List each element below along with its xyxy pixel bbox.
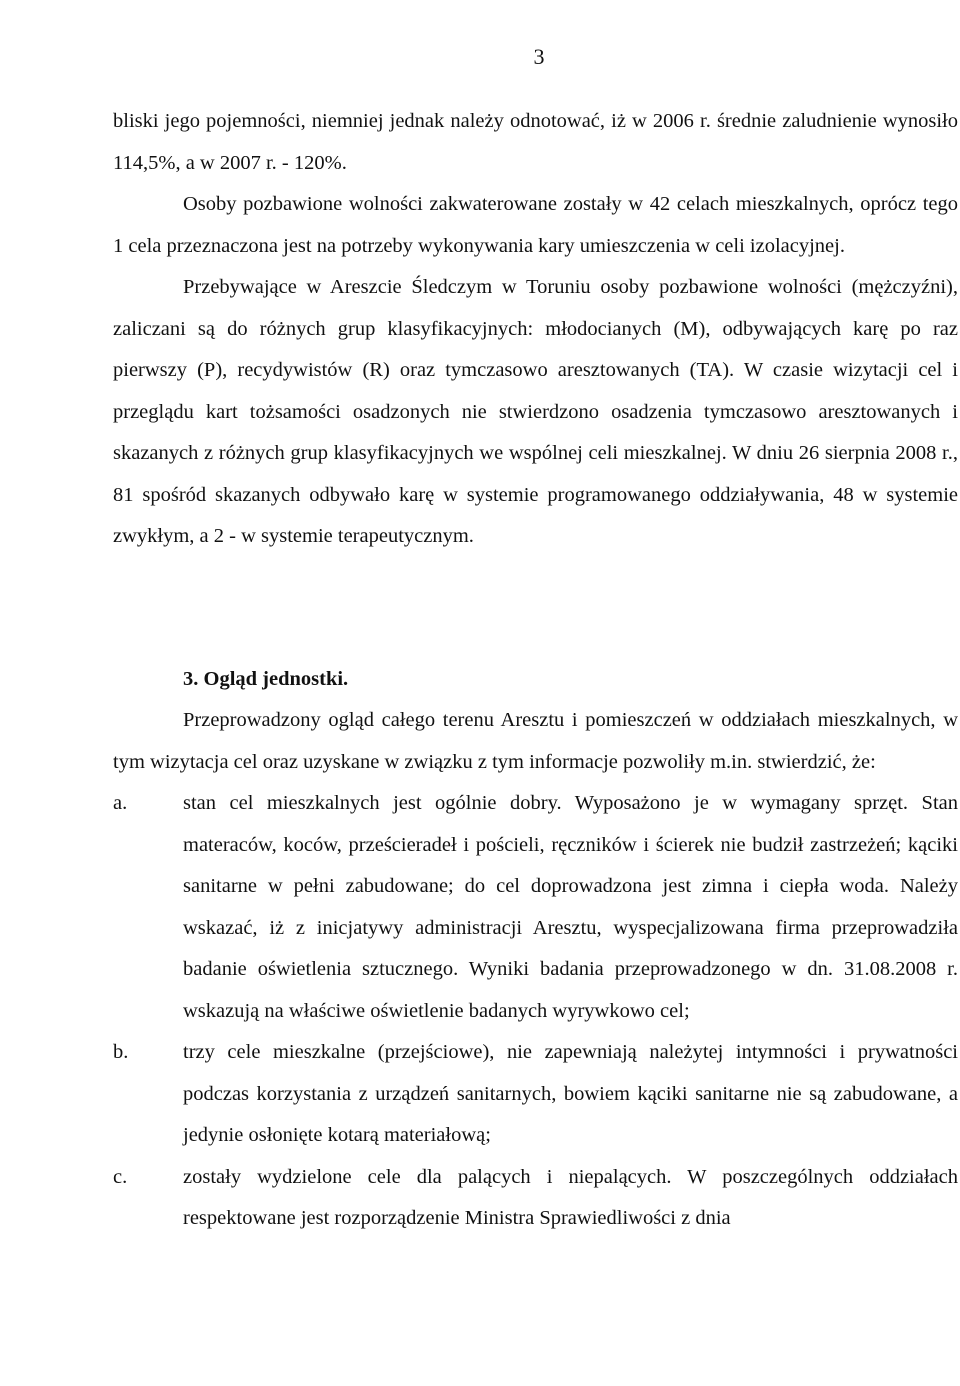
list-marker: c. xyxy=(113,1165,128,1188)
list-item-text: trzy cele mieszkalne (przejściowe), nie zapewniają należytej intymności i prywatności podczas korzystania z urządzeń sanitarnych, bowiem kąciki sanitarne nie są zabudowane, a jedynie osłonięte kotarą materiałową; xyxy=(183,1041,958,1146)
section-heading: 3. Ogląd jednostki. xyxy=(183,667,349,690)
document-body xyxy=(113,101,958,1240)
list-item-text: stan cel mieszkalnych jest ogólnie dobry. Wyposażono je w wymagany sprzęt. Stan materaców, koców, prześcieradeł i pościeli, ręczników i ścierek nie budził zastrzeżeń; kąciki sanitarne w pełni zabudowane; do cel doprowadzona jest zimna i ciepła woda. Należy wskazać, iż z inicjatywy administracji Aresztu, wyspecjalizowana firma przeprowadziła badanie oświetlenia sztucznego. Wyniki badania przeprowadzonego w dn. 31.08.2008 r. wskazują na właściwe oświetlenie badanych wyrywkowo cel; xyxy=(183,792,958,1022)
list-item xyxy=(113,1032,958,1157)
list-item-text: zostały wydzielone cele dla palących i niepalących. W poszczególnych oddziałach respektowane jest rozporządzenie Ministra Sprawiedliwości z dnia xyxy=(183,1165,958,1229)
list-item xyxy=(113,783,958,1032)
list-item xyxy=(113,1157,958,1240)
list-marker: a. xyxy=(113,792,128,814)
paragraph-occupancy: bliski jego pojemności, niemniej jednak należy odnotować, iż w 2006 r. średnie zaludnienie wynosiło 114,5%, a w 2007 r. - 120%. xyxy=(113,110,958,174)
paragraph-classification: Przebywające w Areszcie Śledczym w Toruniu osoby pozbawione wolności (mężczyźni), zaliczani są do różnych grup klasyfikacyjnych: młodocianych (M), odbywających karę po raz pierwszy (P), recydywistów (R) oraz tymczasowo aresztowanych (TA). W czasie wizytacji cel i przeglądu kart tożsamości osadzonych nie stwierdzono osadzenia tymczasowo aresztowanych i skazanych z różnych grup klasyfikacyjnych we wspólnej celi mieszkalnej. W dniu 26 sierpnia 2008 r., 81 spośród skazanych odbywało karę w systemie programowanego oddziaływania, 48 w systemie zwykłym, a 2 - w systemie terapeutycznym. xyxy=(113,276,958,547)
list-marker: b. xyxy=(113,1041,129,1063)
paragraph-cells: Osoby pozbawione wolności zakwaterowane zostały w 42 celach mieszkalnych, oprócz tego 1 cela przeznaczona jest na potrzeby wykonywania kary umieszczenia w celi izolacyjnej. xyxy=(113,193,958,257)
page-number: 3 xyxy=(533,44,545,69)
section-intro: Przeprowadzony ogląd całego terenu Aresztu i pomieszczeń w oddziałach mieszkalnych, w tym wizytacja cel oraz uzyskane w związku z tym informacje pozwoliły m.in. stwierdzić, że: xyxy=(113,709,958,773)
